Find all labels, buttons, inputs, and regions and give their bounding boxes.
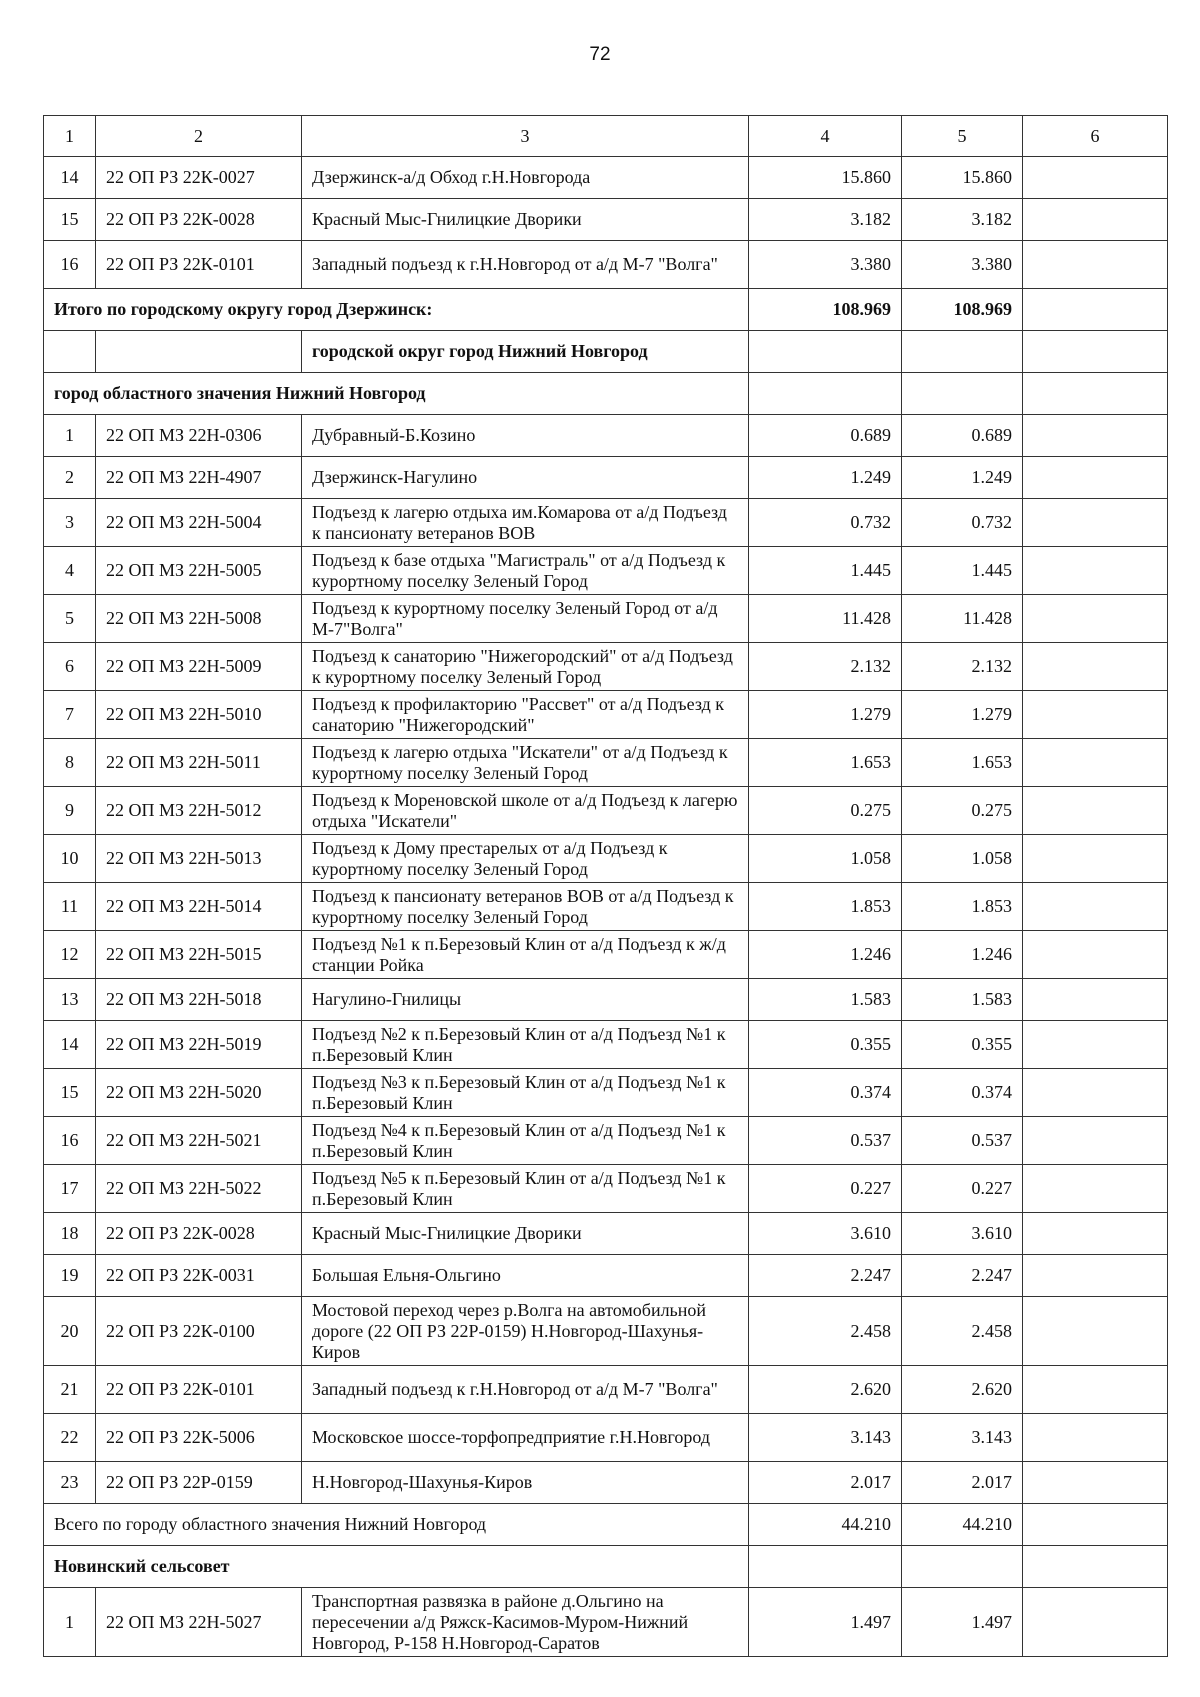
- table-row: [44, 1021, 1168, 1069]
- road-name: Н.Новгород-Шахунья-Киров: [302, 1462, 749, 1504]
- road-name: Московское шоссе-торфопредприятие г.Н.Новгород: [302, 1414, 749, 1462]
- empty-col-6: [1023, 1255, 1168, 1297]
- road-code: 22 ОП РЗ 22К-0028: [96, 199, 302, 241]
- section-heading-row: [44, 373, 1168, 415]
- length-col-4: 3.143: [749, 1414, 902, 1462]
- length-col-4: 0.537: [749, 1117, 902, 1165]
- total-col-4: 108.969: [749, 289, 902, 331]
- district-heading-row: [44, 331, 1168, 373]
- length-col-4: 3.182: [749, 199, 902, 241]
- road-code: 22 ОП МЗ 22Н-5009: [96, 643, 302, 691]
- road-code: 22 ОП МЗ 22Н-5027: [96, 1588, 302, 1657]
- road-name: Дубравный-Б.Козино: [302, 415, 749, 457]
- road-name: Подъезд №4 к п.Березовый Клин от а/д Подъезд №1 к п.Березовый Клин: [302, 1117, 749, 1165]
- empty-col-5: [902, 331, 1023, 373]
- header-row: [44, 116, 1168, 157]
- header-col-4: 4: [749, 116, 902, 157]
- row-number: 1: [44, 415, 96, 457]
- row-number: 7: [44, 691, 96, 739]
- length-col-5: 2.017: [902, 1462, 1023, 1504]
- table-row: [44, 691, 1168, 739]
- length-col-5: 1.445: [902, 547, 1023, 595]
- length-col-4: 2.132: [749, 643, 902, 691]
- length-col-4: 3.610: [749, 1213, 902, 1255]
- row-number: 8: [44, 739, 96, 787]
- road-name: Нагулино-Гнилицы: [302, 979, 749, 1021]
- header-col-1: 1: [44, 116, 96, 157]
- table-row: [44, 157, 1168, 199]
- length-col-5: 15.860: [902, 157, 1023, 199]
- road-name: Подъезд №3 к п.Березовый Клин от а/д Подъезд №1 к п.Березовый Клин: [302, 1069, 749, 1117]
- total-col-4: 44.210: [749, 1504, 902, 1546]
- table-row: [44, 1117, 1168, 1165]
- road-code: 22 ОП РЗ 22К-0100: [96, 1297, 302, 1366]
- road-name: Подъезд к лагерю отдыха им.Комарова от а/д Подъезд к пансионату ветеранов ВОВ: [302, 499, 749, 547]
- road-code: 22 ОП РЗ 22К-0027: [96, 157, 302, 199]
- table-row: [44, 415, 1168, 457]
- table-row: [44, 1297, 1168, 1366]
- road-code: 22 ОП МЗ 22Н-5021: [96, 1117, 302, 1165]
- total-row: [44, 1504, 1168, 1546]
- road-code: 22 ОП РЗ 22К-0101: [96, 241, 302, 289]
- road-name: Подъезд №2 к п.Березовый Клин от а/д Подъезд №1 к п.Березовый Клин: [302, 1021, 749, 1069]
- total-label: Всего по городу областного значения Нижний Новгород: [44, 1504, 749, 1546]
- length-col-4: 1.246: [749, 931, 902, 979]
- table-body: [44, 116, 1168, 1657]
- table-row: [44, 547, 1168, 595]
- length-col-4: 0.275: [749, 787, 902, 835]
- total-col-5: 108.969: [902, 289, 1023, 331]
- empty-col-6: [1023, 1588, 1168, 1657]
- empty-col-6: [1023, 157, 1168, 199]
- page-number: 72: [589, 44, 611, 65]
- empty-col-6: [1023, 1366, 1168, 1414]
- table-row: [44, 739, 1168, 787]
- table-row: [44, 835, 1168, 883]
- road-name: Западный подъезд к г.Н.Новгород от а/д М-7 "Волга": [302, 241, 749, 289]
- table-row: [44, 1255, 1168, 1297]
- road-code: 22 ОП МЗ 22Н-0306: [96, 415, 302, 457]
- empty-col-6: [1023, 595, 1168, 643]
- road-name: Красный Мыс-Гнилицкие Дворики: [302, 1213, 749, 1255]
- length-col-5: 0.374: [902, 1069, 1023, 1117]
- empty-col-5: [902, 373, 1023, 415]
- road-name: Дзержинск-а/д Обход г.Н.Новгорода: [302, 157, 749, 199]
- length-col-5: 0.732: [902, 499, 1023, 547]
- road-code: 22 ОП МЗ 22Н-5015: [96, 931, 302, 979]
- section-heading: город областного значения Нижний Новгород: [44, 373, 749, 415]
- table-row: [44, 241, 1168, 289]
- road-name: Западный подъезд к г.Н.Новгород от а/д М-7 "Волга": [302, 1366, 749, 1414]
- table-row: [44, 643, 1168, 691]
- length-col-4: 0.227: [749, 1165, 902, 1213]
- length-col-4: 1.583: [749, 979, 902, 1021]
- row-number: 11: [44, 883, 96, 931]
- length-col-5: 0.355: [902, 1021, 1023, 1069]
- empty-col-4: [749, 1546, 902, 1588]
- length-col-4: 1.279: [749, 691, 902, 739]
- table-row: [44, 979, 1168, 1021]
- header-col-3: 3: [302, 116, 749, 157]
- row-number: 3: [44, 499, 96, 547]
- length-col-5: 0.227: [902, 1165, 1023, 1213]
- row-number: 21: [44, 1366, 96, 1414]
- road-name: Подъезд к Мореновской школе от а/д Подъезд к лагерю отдыха "Искатели": [302, 787, 749, 835]
- row-number: 17: [44, 1165, 96, 1213]
- empty-col-6: [1023, 1504, 1168, 1546]
- table-row: [44, 931, 1168, 979]
- length-col-4: 2.247: [749, 1255, 902, 1297]
- length-col-4: 1.497: [749, 1588, 902, 1657]
- length-col-4: 0.732: [749, 499, 902, 547]
- empty-col-6: [1023, 931, 1168, 979]
- row-number: 23: [44, 1462, 96, 1504]
- road-name: Подъезд к пансионату ветеранов ВОВ от а/д Подъезд к курортному поселку Зеленый Город: [302, 883, 749, 931]
- road-code: 22 ОП РЗ 22К-5006: [96, 1414, 302, 1462]
- empty-col-6: [1023, 739, 1168, 787]
- header-col-2: 2: [96, 116, 302, 157]
- table-row: [44, 457, 1168, 499]
- road-code: 22 ОП МЗ 22Н-5013: [96, 835, 302, 883]
- row-number: 15: [44, 199, 96, 241]
- length-col-5: 1.497: [902, 1588, 1023, 1657]
- road-code: 22 ОП РЗ 22К-0028: [96, 1213, 302, 1255]
- length-col-5: 11.428: [902, 595, 1023, 643]
- road-name: Красный Мыс-Гнилицкие Дворики: [302, 199, 749, 241]
- table-row: [44, 595, 1168, 643]
- row-number: 14: [44, 157, 96, 199]
- empty-col-6: [1023, 1213, 1168, 1255]
- length-col-4: 3.380: [749, 241, 902, 289]
- road-code: 22 ОП РЗ 22К-0101: [96, 1366, 302, 1414]
- road-name: Подъезд к Дому престарелых от а/д Подъезд к курортному поселку Зеленый Город: [302, 835, 749, 883]
- empty-col-6: [1023, 1117, 1168, 1165]
- table-row: [44, 1069, 1168, 1117]
- road-code: 22 ОП МЗ 22Н-5022: [96, 1165, 302, 1213]
- road-name: Мостовой переход через р.Волга на автомобильной дороге (22 ОП РЗ 22Р-0159) Н.Новгород-Шахунья-Киров: [302, 1297, 749, 1366]
- district-heading: городской округ город Нижний Новгород: [302, 331, 749, 373]
- road-code: 22 ОП РЗ 22К-0031: [96, 1255, 302, 1297]
- empty-col-6: [1023, 1297, 1168, 1366]
- length-col-5: 1.653: [902, 739, 1023, 787]
- length-col-5: 0.275: [902, 787, 1023, 835]
- total-col-5: 44.210: [902, 1504, 1023, 1546]
- row-number: 18: [44, 1213, 96, 1255]
- road-code: 22 ОП МЗ 22Н-5020: [96, 1069, 302, 1117]
- length-col-4: 2.017: [749, 1462, 902, 1504]
- empty-col-6: [1023, 835, 1168, 883]
- length-col-5: 2.620: [902, 1366, 1023, 1414]
- row-number: 16: [44, 241, 96, 289]
- empty-col-6: [1023, 547, 1168, 595]
- length-col-5: 1.583: [902, 979, 1023, 1021]
- empty-col-6: [1023, 499, 1168, 547]
- empty-col-6: [1023, 457, 1168, 499]
- length-col-5: 3.610: [902, 1213, 1023, 1255]
- row-number: 2: [44, 457, 96, 499]
- length-col-5: 1.058: [902, 835, 1023, 883]
- row-number: 22: [44, 1414, 96, 1462]
- header-col-5: 5: [902, 116, 1023, 157]
- row-number: 9: [44, 787, 96, 835]
- section-heading: Новинский сельсовет: [44, 1546, 749, 1588]
- table-row: [44, 1165, 1168, 1213]
- empty-col-6: [1023, 331, 1168, 373]
- empty-col-6: [1023, 979, 1168, 1021]
- empty-col-6: [1023, 787, 1168, 835]
- road-code: 22 ОП МЗ 22Н-5011: [96, 739, 302, 787]
- length-col-4: 2.458: [749, 1297, 902, 1366]
- table-row: [44, 1414, 1168, 1462]
- table-row: [44, 1366, 1168, 1414]
- road-name: Большая Ельня-Ольгино: [302, 1255, 749, 1297]
- road-code: 22 ОП МЗ 22Н-5019: [96, 1021, 302, 1069]
- table-row: [44, 199, 1168, 241]
- row-number: 15: [44, 1069, 96, 1117]
- row-number: 12: [44, 931, 96, 979]
- row-number: 13: [44, 979, 96, 1021]
- empty-col-6: [1023, 883, 1168, 931]
- row-number: 14: [44, 1021, 96, 1069]
- road-name: Подъезд №1 к п.Березовый Клин от а/д Подъезд к ж/д станции Ройка: [302, 931, 749, 979]
- road-code: 22 ОП МЗ 22Н-5014: [96, 883, 302, 931]
- length-col-5: 3.182: [902, 199, 1023, 241]
- header-col-6: 6: [1023, 116, 1168, 157]
- length-col-5: 0.689: [902, 415, 1023, 457]
- empty-col-6: [1023, 373, 1168, 415]
- length-col-4: 1.058: [749, 835, 902, 883]
- length-col-5: 1.249: [902, 457, 1023, 499]
- length-col-5: 3.143: [902, 1414, 1023, 1462]
- table-row: [44, 787, 1168, 835]
- empty-col-6: [1023, 1546, 1168, 1588]
- empty-col-4: [749, 331, 902, 373]
- road-code: 22 ОП МЗ 22Н-5004: [96, 499, 302, 547]
- road-name: Подъезд к санаторию "Нижегородский" от а/д Подъезд к курортному поселку Зеленый Город: [302, 643, 749, 691]
- table-row: [44, 883, 1168, 931]
- length-col-4: 1.445: [749, 547, 902, 595]
- road-name: Подъезд к базе отдыха "Магистраль" от а/д Подъезд к курортному поселку Зеленый Город: [302, 547, 749, 595]
- total-label: Итого по городскому округу город Дзержинск:: [44, 289, 749, 331]
- empty-col-1: [44, 331, 96, 373]
- length-col-5: 0.537: [902, 1117, 1023, 1165]
- road-name: Транспортная развязка в районе д.Ольгино на пересечении а/д Ряжск-Касимов-Муром-Нижний Новгород, Р-158 Н.Новгород-Саратов: [302, 1588, 749, 1657]
- length-col-5: 2.247: [902, 1255, 1023, 1297]
- table-row: [44, 1588, 1168, 1657]
- row-number: 20: [44, 1297, 96, 1366]
- empty-col-6: [1023, 415, 1168, 457]
- length-col-4: 1.653: [749, 739, 902, 787]
- road-name: Дзержинск-Нагулино: [302, 457, 749, 499]
- road-code: 22 ОП МЗ 22Н-5008: [96, 595, 302, 643]
- empty-col-6: [1023, 1069, 1168, 1117]
- road-name: Подъезд к профилакторию "Рассвет" от а/д Подъезд к санаторию "Нижегородский": [302, 691, 749, 739]
- empty-col-6: [1023, 1021, 1168, 1069]
- table-row: [44, 1462, 1168, 1504]
- length-col-4: 11.428: [749, 595, 902, 643]
- length-col-5: 1.853: [902, 883, 1023, 931]
- roads-table: [43, 115, 1168, 1657]
- row-number: 19: [44, 1255, 96, 1297]
- length-col-5: 1.279: [902, 691, 1023, 739]
- empty-col-6: [1023, 1414, 1168, 1462]
- length-col-4: 0.689: [749, 415, 902, 457]
- empty-col-5: [902, 1546, 1023, 1588]
- road-name: Подъезд к курортному поселку Зеленый Город от а/д М-7"Волга": [302, 595, 749, 643]
- row-number: 6: [44, 643, 96, 691]
- total-row: [44, 289, 1168, 331]
- empty-col-6: [1023, 241, 1168, 289]
- length-col-4: 1.853: [749, 883, 902, 931]
- empty-col-6: [1023, 691, 1168, 739]
- empty-col-6: [1023, 289, 1168, 331]
- length-col-4: 0.374: [749, 1069, 902, 1117]
- length-col-5: 1.246: [902, 931, 1023, 979]
- road-code: 22 ОП МЗ 22Н-5005: [96, 547, 302, 595]
- length-col-4: 0.355: [749, 1021, 902, 1069]
- table-row: [44, 499, 1168, 547]
- table-row: [44, 1213, 1168, 1255]
- length-col-5: 2.132: [902, 643, 1023, 691]
- road-name: Подъезд к лагерю отдыха "Искатели" от а/д Подъезд к курортному поселку Зеленый Город: [302, 739, 749, 787]
- empty-col-6: [1023, 1165, 1168, 1213]
- road-code: 22 ОП МЗ 22Н-5018: [96, 979, 302, 1021]
- row-number: 16: [44, 1117, 96, 1165]
- length-col-5: 3.380: [902, 241, 1023, 289]
- row-number: 10: [44, 835, 96, 883]
- road-code: 22 ОП МЗ 22Н-4907: [96, 457, 302, 499]
- road-code: 22 ОП МЗ 22Н-5012: [96, 787, 302, 835]
- section-heading-row: [44, 1546, 1168, 1588]
- road-code: 22 ОП РЗ 22Р-0159: [96, 1462, 302, 1504]
- length-col-4: 15.860: [749, 157, 902, 199]
- empty-col-6: [1023, 643, 1168, 691]
- length-col-4: 2.620: [749, 1366, 902, 1414]
- empty-col-4: [749, 373, 902, 415]
- empty-col-2: [96, 331, 302, 373]
- length-col-5: 2.458: [902, 1297, 1023, 1366]
- road-name: Подъезд №5 к п.Березовый Клин от а/д Подъезд №1 к п.Березовый Клин: [302, 1165, 749, 1213]
- length-col-4: 1.249: [749, 457, 902, 499]
- row-number: 5: [44, 595, 96, 643]
- row-number: 4: [44, 547, 96, 595]
- row-number: 1: [44, 1588, 96, 1657]
- road-code: 22 ОП МЗ 22Н-5010: [96, 691, 302, 739]
- empty-col-6: [1023, 1462, 1168, 1504]
- empty-col-6: [1023, 199, 1168, 241]
